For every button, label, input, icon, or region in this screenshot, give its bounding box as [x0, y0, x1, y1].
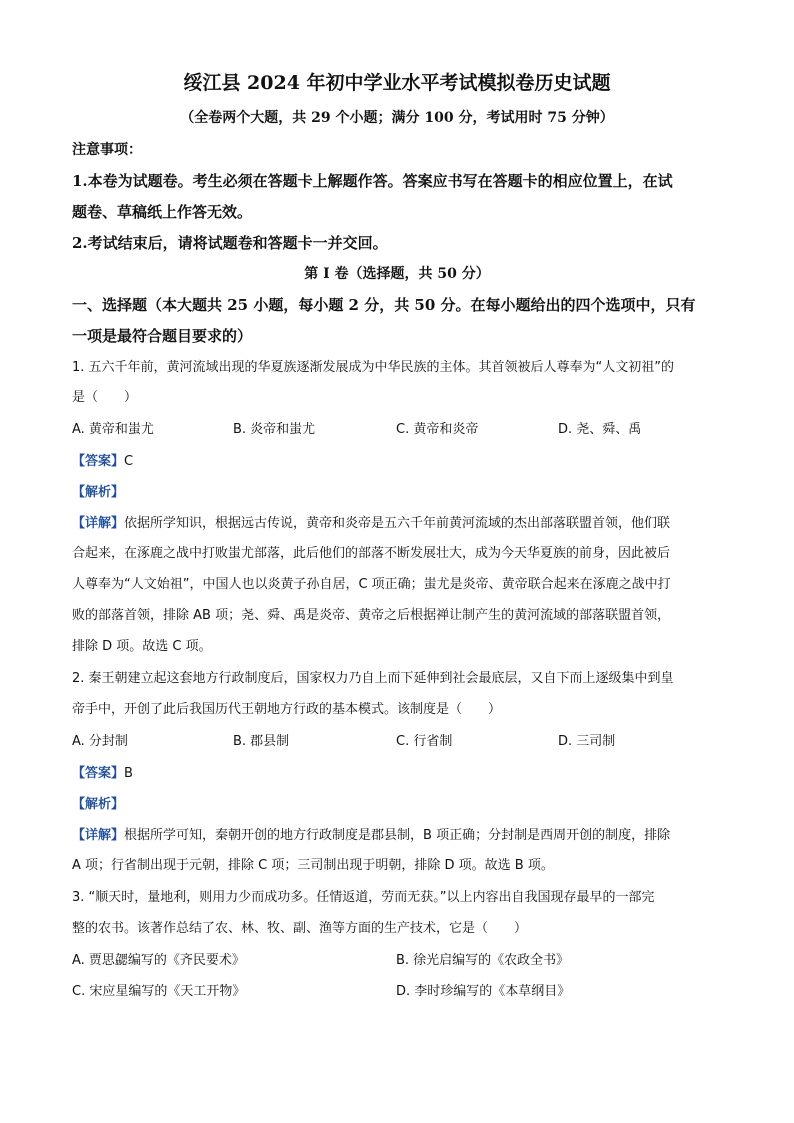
question-3-stem-line-2: 整的农书。该著作总结了农、林、牧、副、渔等方面的生产技术，它是（ ） [72, 921, 528, 936]
question-2-option-c: C. 行省制 [396, 734, 453, 749]
analysis-tag: 【解析】 [72, 797, 125, 812]
notice-heading: 注意事项： [72, 142, 142, 158]
detail-tag: 【详解】 [72, 828, 125, 843]
question-2-detail-line-2: A 项；行省制出现于元朝，排除 C 项；三司制出现于明朝，排除 D 项。故选 B 项。 [72, 858, 554, 873]
notice-line-1b: 题卷、草稿纸上作答无效。 [72, 203, 253, 221]
question-2-answer [72, 763, 726, 784]
question-3-stem-line-1: 3. “顺天时，量地利，则用力少而成功多。任情返道，劳而无获。”以上内容出自我国现存最早的一部完 [72, 890, 655, 905]
answer-tag: 【答案】 [72, 454, 125, 469]
question-1-stem-line-2: 是（ ） [72, 390, 138, 405]
question-1-detail-line-2: 合起来，在涿鹿之战中打败蚩尤部落，此后他们的部落不断发展壮大，成为今天华夏族的前身，因此被后 [72, 546, 671, 561]
question-1-option-d: D. 尧、舜、禹 [558, 422, 642, 437]
question-2-stem-line-1: 2. 秦王朝建立起这套地方行政制度后，国家权力乃自上而下延伸到社会最底层，又自下而上逐级集中到皇 [72, 671, 674, 686]
question-1-option-c: C. 黄帝和炎帝 [396, 422, 479, 437]
question-1-option-b: B. 炎帝和蚩尤 [233, 422, 316, 437]
question-2-option-b: B. 郡县制 [233, 734, 290, 749]
question-1-answer [72, 451, 726, 472]
detail-tag: 【详解】 [72, 516, 125, 531]
question-1-stem-line-1: 1. 五六千年前，黄河流域出现的华夏族逐渐发展成为中华民族的主体。其首领被后人尊奉为“人文初祖”的 [72, 360, 675, 375]
question-1-detail-line-5: 排除 D 项。故选 C 项。 [72, 639, 212, 654]
analysis-tag: 【解析】 [72, 485, 125, 500]
section-heading-a: 一、选择题（本大题共 25 小题，每小题 2 分，共 50 分。在每小题给出的四个选项中，只有 [72, 296, 696, 314]
question-2-option-d: D. 三司制 [558, 734, 616, 749]
notice-line-1a: 1.本卷为试题卷。考生必须在答题卡上解题作答。答案应书写在答题卡的相应位置上，在试 [72, 172, 673, 190]
page-subtitle: （全卷两个大题，共 29 个小题；满分 100 分，考试用时 75 分钟） [180, 110, 614, 126]
question-2-stem-line-2: 帝手中，开创了此后我国历代王朝地方行政的基本模式。该制度是（ ） [72, 702, 502, 717]
page-title: 绥江县 2024 年初中学业水平考试模拟卷历史试题 [183, 72, 611, 94]
part-title: 第 I 卷（选择题，共 50 分） [304, 266, 490, 282]
question-2-detail-line-1 [72, 825, 726, 846]
question-3-option-d: D. 李时珍编写的《本草纲目》 [396, 984, 571, 999]
notice-line-2: 2.考试结束后，请将试题卷和答题卡一并交回。 [72, 234, 388, 252]
detail-text: 依据所学知识，根据远古传说，黄帝和炎帝是五六千年前黄河流域的杰出部落联盟首领，他们联 [124, 516, 671, 531]
question-3-option-b: B. 徐光启编写的《农政全书》 [396, 953, 570, 968]
answer-value: C [124, 454, 134, 469]
answer-tag: 【答案】 [72, 766, 125, 781]
question-2-option-a: A. 分封制 [72, 734, 128, 749]
detail-text: 根据所学可知，秦朝开创的地方行政制度是郡县制，B 项正确；分封制是西周开创的制度，排除 [124, 828, 671, 843]
question-3-option-a: A. 贾思勰编写的《齐民要术》 [72, 953, 245, 968]
section-heading-b: 一项是最符合题目要求的） [72, 327, 253, 345]
question-3-option-c: C. 宋应星编写的《天工开物》 [72, 984, 246, 999]
question-1-detail-line-1 [72, 513, 726, 534]
question-1-analysis [72, 482, 726, 503]
answer-value: B [124, 766, 133, 781]
question-2-analysis [72, 794, 726, 815]
question-1-detail-line-4: 败的部落首领，排除 AB 项；尧、舜、禹是炎帝、黄帝之后根据禅让制产生的黄河流域的部落联盟首领， [72, 608, 671, 623]
question-1-option-a: A. 黄帝和蚩尤 [72, 422, 154, 437]
question-1-detail-line-3: 人尊奉为“人文始祖”，中国人也以炎黄子孙自居，C 项正确；蚩尤是炎帝、黄帝联合起来在涿鹿之战中打 [72, 577, 671, 592]
